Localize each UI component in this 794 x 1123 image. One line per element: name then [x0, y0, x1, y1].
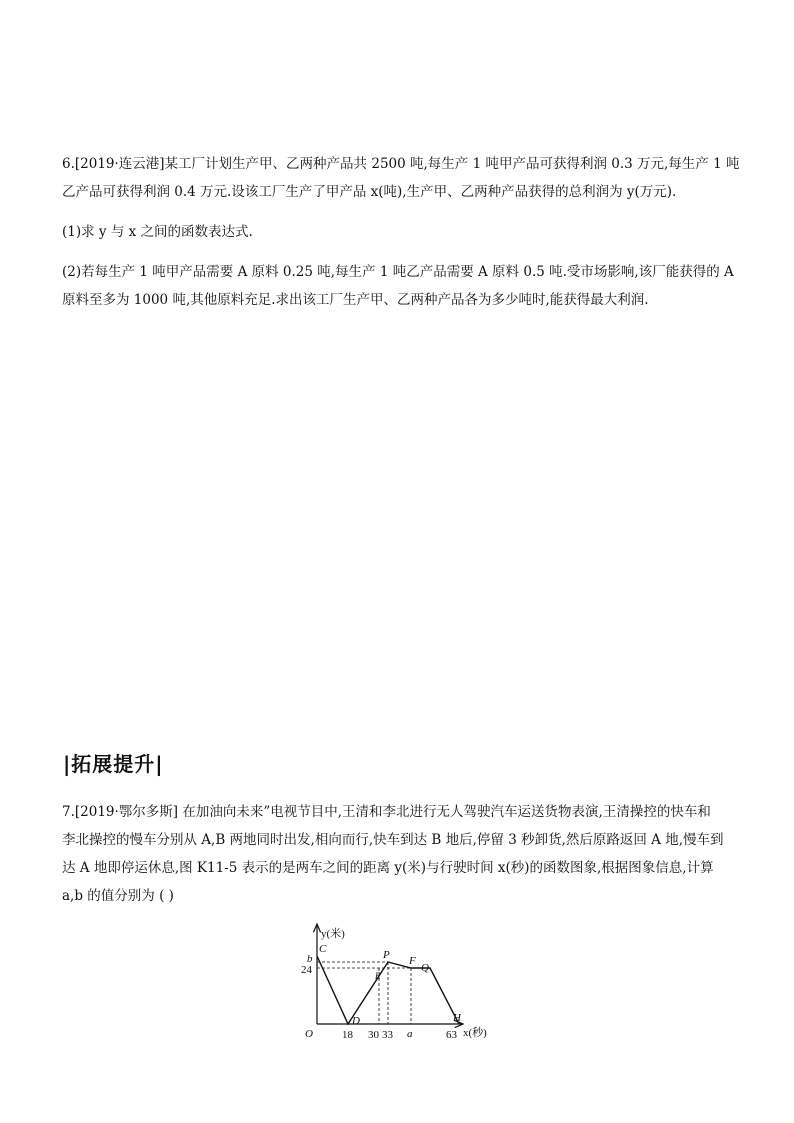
point-Q: Q: [421, 962, 429, 974]
q7-line1: 7.[2019·鄂尔多斯] 在加油向未来”电视节目中,王清和李北进行无人驾驶汽车运送货物表演,王清操控的快车和: [62, 804, 711, 820]
q6-part1: (1)求 y 与 x 之间的函数表达式.: [62, 224, 253, 240]
q6-line2: 乙产品可获得利润 0.4 万元.设该工厂生产了甲产品 x(吨),生产甲、乙两种产品获得的总利润为 y(万元).: [62, 184, 677, 200]
q6-part2-line1: (2)若每生产 1 吨甲产品需要 A 原料 0.25 吨,每生产 1 吨乙产品需要 A 原料 0.5 吨.受市场影响,该厂能获得的 A: [62, 264, 734, 280]
q7-line2: 李北操控的慢车分别从 A,B 两地同时出发,相向而行,快车到达 B 地后,停留 3 秒卸货,然后原路返回 A 地,慢车到: [62, 832, 724, 848]
y-axis-label: y(米): [321, 928, 345, 940]
origin-label: O: [305, 1028, 313, 1040]
q6-line1: 6.[2019·连云港]某工厂计划生产甲、乙两种产品共 2500 吨,每生产 1 吨甲产品可获得利润 0.3 万元,每生产 1 吨: [62, 156, 740, 172]
x-tick-a: a: [407, 1028, 413, 1040]
point-C: C: [319, 943, 327, 955]
point-F: F: [409, 955, 416, 967]
section-heading: |拓展提升|: [63, 752, 164, 776]
x-tick-33: 33: [382, 1029, 393, 1041]
y-tick-b: b: [307, 953, 313, 965]
x-tick-30: 30: [368, 1029, 379, 1041]
x-axis-label: x(秒): [463, 1027, 487, 1039]
y-tick-24: 24: [301, 964, 312, 976]
point-P: P: [383, 949, 390, 961]
distance-time-graph: [317, 956, 459, 1024]
point-D: D: [352, 1015, 360, 1027]
x-tick-63: 63: [446, 1029, 457, 1041]
point-H: H: [453, 1012, 461, 1024]
q6-part2-line2: 原料至多为 1000 吨,其他原料充足.求出该工厂生产甲、乙两种产品各为多少吨时,能获得最大利润.: [62, 292, 649, 308]
point-E: E: [375, 971, 381, 981]
x-tick-18: 18: [342, 1029, 353, 1041]
q7-line3: 达 A 地即停运休息,图 K11-5 表示的是两车之间的距离 y(米)与行驶时间 x(秒)的函数图象,根据图象信息,计算: [62, 860, 714, 876]
q7-line4: a,b 的值分别为 ( ): [62, 888, 174, 904]
